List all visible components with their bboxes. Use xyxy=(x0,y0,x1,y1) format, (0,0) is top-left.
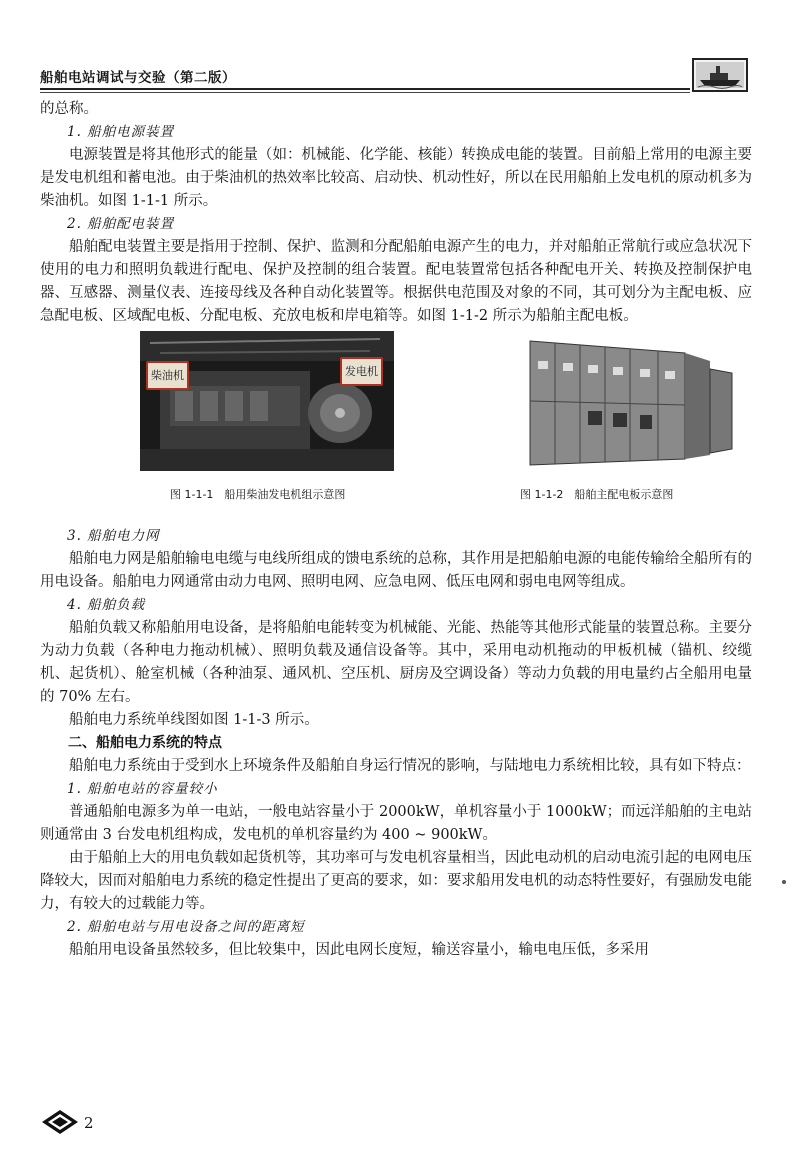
subheading: 4. 船舶负载 xyxy=(67,597,146,613)
running-title: 船舶电站调试与交验（第二版） xyxy=(40,70,236,86)
scan-speck xyxy=(782,880,786,884)
generator-label: 发电机 xyxy=(340,357,383,386)
page-header xyxy=(40,58,750,92)
diesel-engine-label: 柴油机 xyxy=(146,361,189,390)
page-body xyxy=(40,98,752,962)
figure-row xyxy=(40,331,752,523)
subheading: 1. 船舶电站的容量较小 xyxy=(67,781,218,797)
subheading: 2. 船舶配电装置 xyxy=(67,216,175,232)
figure-caption: 图 1-1-1 船用柴油发电机组示意图 xyxy=(170,488,346,501)
ship-icon xyxy=(692,58,748,92)
subheading: 2. 船舶电站与用电设备之间的距离短 xyxy=(67,919,305,935)
paragraph: 由于船舶上大的用电负载如起货机等，其功率可与发电机容量相当，因此电动机的启动电流引起的电网电压降较大，因而对船舶电力系统的稳定性提出了更高的要求，如：要求船用发电机的动态特性要好，有强励发电能力，有较大的过载能力等。 xyxy=(40,850,752,912)
header-rule xyxy=(40,88,690,90)
paragraph: 船舶电力系统单线图如图 1-1-3 所示。 xyxy=(69,712,319,728)
paragraph: 普通船舶电源多为单一电站，一般电站容量小于 2000kW，单机容量小于 1000kW；而远洋船舶的主电站则通常由 3 台发电机组构成，发电机的单机容量约为 400 ~ 900kW。 xyxy=(40,804,752,843)
paragraph: 船舶电力系统由于受到水上环境条件及船舶自身运行情况的影响，与陆地电力系统相比较，具有如下特点： xyxy=(69,758,751,774)
section-heading: 二、船舶电力系统的特点 xyxy=(68,735,222,751)
paragraph: 船舶用电设备虽然较多，但比较集中，因此电网长度短，输送容量小，输电电压低，多采用 xyxy=(69,942,649,958)
diesel-generator-photo xyxy=(140,331,394,471)
paragraph: 的总称。 xyxy=(40,101,98,117)
figure-caption: 图 1-1-2 船舶主配电板示意图 xyxy=(520,488,674,501)
header-rule-thin xyxy=(40,92,690,93)
page-number: 2 xyxy=(84,1114,94,1132)
paragraph: 船舶配电装置主要是指用于控制、保护、监测和分配船舶电源产生的电力，并对船舶正常航行或应急状况下使用的电力和照明负载进行配电、保护及控制的组合装置。配电装置常包括各种配电开关、转换及控制保护电器、互感器、测量仪表、连接母线及各种自动化装置等。根据供电范围及对象的不同，其可划分为主配电板、应急配电板、区域配电板、分配电板、充放电板和岸电箱等。如图 1-1-2 所示为船舶主配电板。 xyxy=(40,239,752,324)
page-footer xyxy=(40,1104,160,1140)
subheading: 1. 船舶电源装置 xyxy=(67,124,175,140)
switchboard-photo xyxy=(510,331,738,471)
paragraph: 船舶电力网是船舶输电电缆与电线所组成的馈电系统的总称，其作用是把船舶电源的电能传输给全船所有的用电设备。船舶电力网通常由动力电网、照明电网、应急电网、低压电网和弱电电网等组成。 xyxy=(40,551,752,590)
subheading: 3. 船舶电力网 xyxy=(67,528,160,544)
paragraph: 船舶负载又称船舶用电设备，是将船舶电能转变为机械能、光能、热能等其他形式能量的装置总称。主要分为动力负载（各种电力拖动机械）、照明负载及通信设备等。其中，采用电动机拖动的甲板机械（锚机、绞缆机、起货机）、舱室机械（各种油泵、通风机、空压机、厨房及空调设备）等动力负载的用电量约占全船用电量的 70% 左右。 xyxy=(40,620,752,705)
paragraph: 电源装置是将其他形式的能量（如：机械能、化学能、核能）转换成电能的装置。目前船上常用的电源主要是发电机组和蓄电池。由于柴油机的热效率比较高、启动快、机动性好，所以在民用船舶上发电机的原动机多为柴油机。如图 1-1-1 所示。 xyxy=(40,147,752,209)
footer-ornament-icon xyxy=(40,1108,80,1136)
